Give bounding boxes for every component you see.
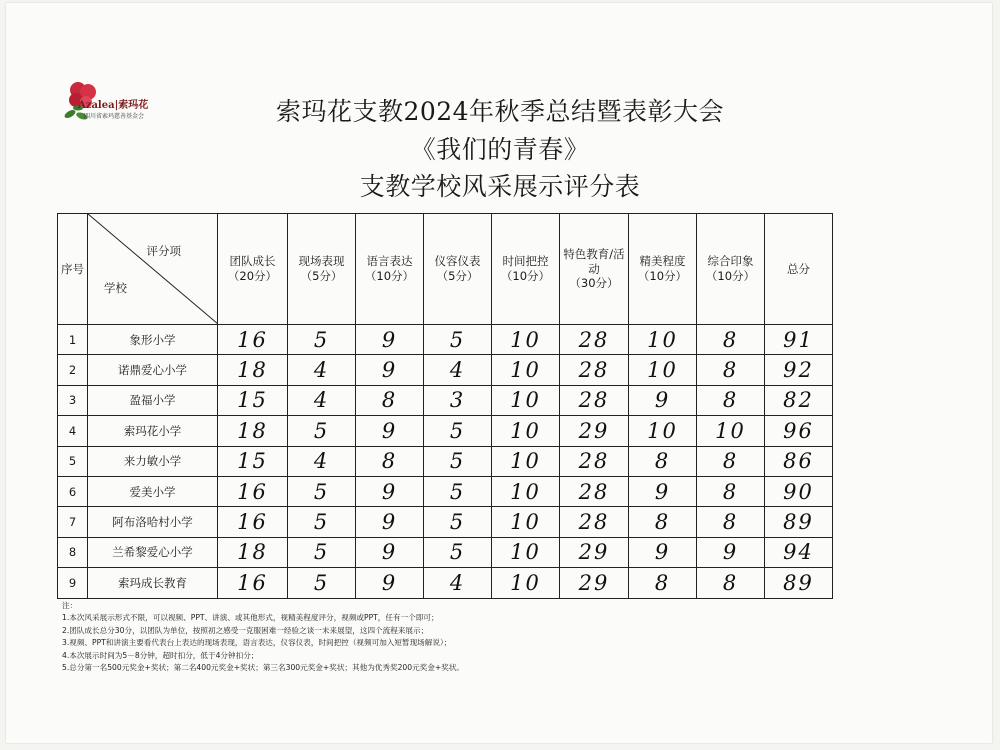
table-row (58, 385, 833, 415)
header-diagonal-cell (88, 214, 218, 325)
score-cell: 5 (288, 507, 356, 537)
school-name: 索玛花小学 (88, 416, 218, 446)
row-number: 7 (58, 507, 88, 537)
header-item: 时间把控 （10分） (492, 214, 560, 325)
score-cell: 9 (629, 385, 697, 415)
score-cell: 10 (629, 416, 697, 446)
score-table (57, 213, 833, 599)
total-score: 94 (765, 537, 833, 567)
school-name: 盈福小学 (88, 385, 218, 415)
score-cell: 5 (288, 537, 356, 567)
logo-foundation-name: 四川省索玛慈善基金会 (84, 113, 145, 120)
score-cell: 18 (218, 355, 288, 385)
header-item: 精美程度 （10分） (629, 214, 697, 325)
score-cell: 8 (629, 446, 697, 476)
school-name: 诺鼎爱心小学 (88, 355, 218, 385)
table-row (58, 568, 833, 598)
table-row (58, 416, 833, 446)
row-number: 1 (58, 325, 88, 355)
score-cell: 8 (697, 325, 765, 355)
score-cell: 5 (424, 416, 492, 446)
score-cell: 5 (424, 446, 492, 476)
note-line: 4.本次展示时间为5－8分钟，超时扣分，低于4分钟扣分； (62, 650, 259, 660)
score-cell: 5 (424, 507, 492, 537)
score-cell: 18 (218, 416, 288, 446)
row-number: 8 (58, 537, 88, 567)
score-cell: 8 (697, 446, 765, 476)
score-cell: 9 (629, 537, 697, 567)
score-cell: 8 (356, 385, 424, 415)
score-cell: 10 (629, 325, 697, 355)
school-name: 阿布洛哈村小学 (88, 507, 218, 537)
note-line: 2.团队成长总分30分，以团队为单位，按照初之感受一克服困难一经验之谈一未来展望，这四个流程来展示； (62, 625, 429, 635)
score-cell: 8 (356, 446, 424, 476)
title-line-1: 索玛花支教2024年秋季总结暨表彰大会 (275, 97, 725, 126)
score-cell: 16 (218, 507, 288, 537)
score-cell: 3 (424, 385, 492, 415)
row-number: 4 (58, 416, 88, 446)
score-cell: 8 (697, 355, 765, 385)
note-line: 3.视频、PPT和讲演主要看代表台上表达的现场表现，语言表达，仪容仪表，时间把控（视频可加入短暂现场解说）； (62, 638, 452, 648)
total-score: 90 (765, 476, 833, 506)
score-cell: 5 (424, 537, 492, 567)
score-cell: 9 (629, 476, 697, 506)
score-cell: 10 (492, 446, 560, 476)
total-score: 92 (765, 355, 833, 385)
table-row (58, 537, 833, 567)
score-cell: 10 (629, 355, 697, 385)
score-cell: 8 (697, 568, 765, 598)
score-cell: 4 (288, 446, 356, 476)
row-number: 3 (58, 385, 88, 415)
score-cell: 5 (288, 416, 356, 446)
score-cell: 10 (492, 537, 560, 567)
score-cell: 8 (697, 476, 765, 506)
score-cell: 10 (492, 568, 560, 598)
score-cell: 5 (424, 325, 492, 355)
score-cell: 29 (560, 537, 629, 567)
score-cell: 10 (492, 385, 560, 415)
score-cell: 28 (560, 355, 629, 385)
score-cell: 5 (424, 476, 492, 506)
row-number: 6 (58, 476, 88, 506)
header-item: 仪容仪表 （5分） (424, 214, 492, 325)
header-school-label: 学校 (104, 281, 127, 296)
total-score: 82 (765, 385, 833, 415)
table-row (58, 476, 833, 506)
note-line: 1.本次风采展示形式不限，可以视频、PPT、讲演、或其他形式，视精美程度评分，视频或PPT，任有一个即可； (62, 613, 439, 623)
score-cell: 9 (697, 537, 765, 567)
header-seq: 序号 (58, 214, 88, 325)
header-row (58, 214, 833, 325)
score-cell: 28 (560, 325, 629, 355)
score-cell: 10 (492, 507, 560, 537)
score-cell: 9 (356, 355, 424, 385)
notes-section (62, 600, 962, 674)
notes-heading: 注： (62, 601, 78, 610)
diagonal-line (88, 214, 218, 324)
score-cell: 18 (218, 537, 288, 567)
score-cell: 4 (424, 355, 492, 385)
score-cell: 5 (288, 325, 356, 355)
total-score: 96 (765, 416, 833, 446)
score-cell: 8 (697, 385, 765, 415)
school-name: 爱美小学 (88, 476, 218, 506)
header-criteria-label: 评分项 (146, 244, 181, 258)
score-cell: 9 (356, 476, 424, 506)
table-row (58, 355, 833, 385)
score-cell: 9 (356, 568, 424, 598)
score-cell: 28 (560, 507, 629, 537)
score-cell: 15 (218, 385, 288, 415)
score-cell: 10 (492, 416, 560, 446)
score-cell: 29 (560, 416, 629, 446)
score-cell: 28 (560, 476, 629, 506)
score-cell: 8 (629, 507, 697, 537)
score-cell: 9 (356, 325, 424, 355)
school-name: 来力敏小学 (88, 446, 218, 476)
school-name: 索玛成长教育 (88, 568, 218, 598)
row-number: 9 (58, 568, 88, 598)
score-cell: 5 (288, 476, 356, 506)
total-score: 86 (765, 446, 833, 476)
score-cell: 28 (560, 385, 629, 415)
total-score: 91 (765, 325, 833, 355)
header-item: 现场表现 （5分） (288, 214, 356, 325)
header-item: 语言表达 （10分） (356, 214, 424, 325)
score-cell: 15 (218, 446, 288, 476)
score-cell: 9 (356, 416, 424, 446)
score-cell: 9 (356, 537, 424, 567)
score-cell: 16 (218, 568, 288, 598)
score-cell: 28 (560, 446, 629, 476)
score-cell: 8 (629, 568, 697, 598)
score-cell: 5 (288, 568, 356, 598)
score-cell: 4 (288, 385, 356, 415)
header-item-total: 总分 (765, 214, 833, 325)
title-line-3: 支教学校风采展示评分表 (359, 172, 641, 201)
row-number: 2 (58, 355, 88, 385)
score-cell: 16 (218, 476, 288, 506)
score-cell: 29 (560, 568, 629, 598)
total-score: 89 (765, 568, 833, 598)
score-cell: 10 (492, 355, 560, 385)
logo-brand-cn: 索玛花 (118, 100, 149, 111)
logo-brand-en: Azalea (78, 100, 115, 111)
header-item: 综合印象 （10分） (697, 214, 765, 325)
title-line-2: 《我们的青春》 (410, 135, 590, 164)
header-item: 团队成长 （20分） (218, 214, 288, 325)
score-cell: 4 (288, 355, 356, 385)
foundation-logo: Azalea|索玛花 四川省索玛慈善基金会 (64, 80, 194, 130)
score-cell: 9 (356, 507, 424, 537)
score-cell: 10 (697, 416, 765, 446)
score-cell: 8 (697, 507, 765, 537)
table-row (58, 446, 833, 476)
score-cell: 10 (492, 325, 560, 355)
school-name: 兰希黎爱心小学 (88, 537, 218, 567)
row-number: 5 (58, 446, 88, 476)
score-cell: 16 (218, 325, 288, 355)
header-item: 特色教育/活动 （30分） (560, 214, 629, 325)
total-score: 89 (765, 507, 833, 537)
score-cell: 4 (424, 568, 492, 598)
school-name: 象形小学 (88, 325, 218, 355)
score-cell: 10 (492, 476, 560, 506)
table-row (58, 325, 833, 355)
note-line: 5.总分第一名500元奖金+奖状；第二名400元奖金+奖状；第三名300元奖金+奖状；其他为优秀奖200元奖金+奖状。 (62, 663, 465, 673)
table-row (58, 507, 833, 537)
